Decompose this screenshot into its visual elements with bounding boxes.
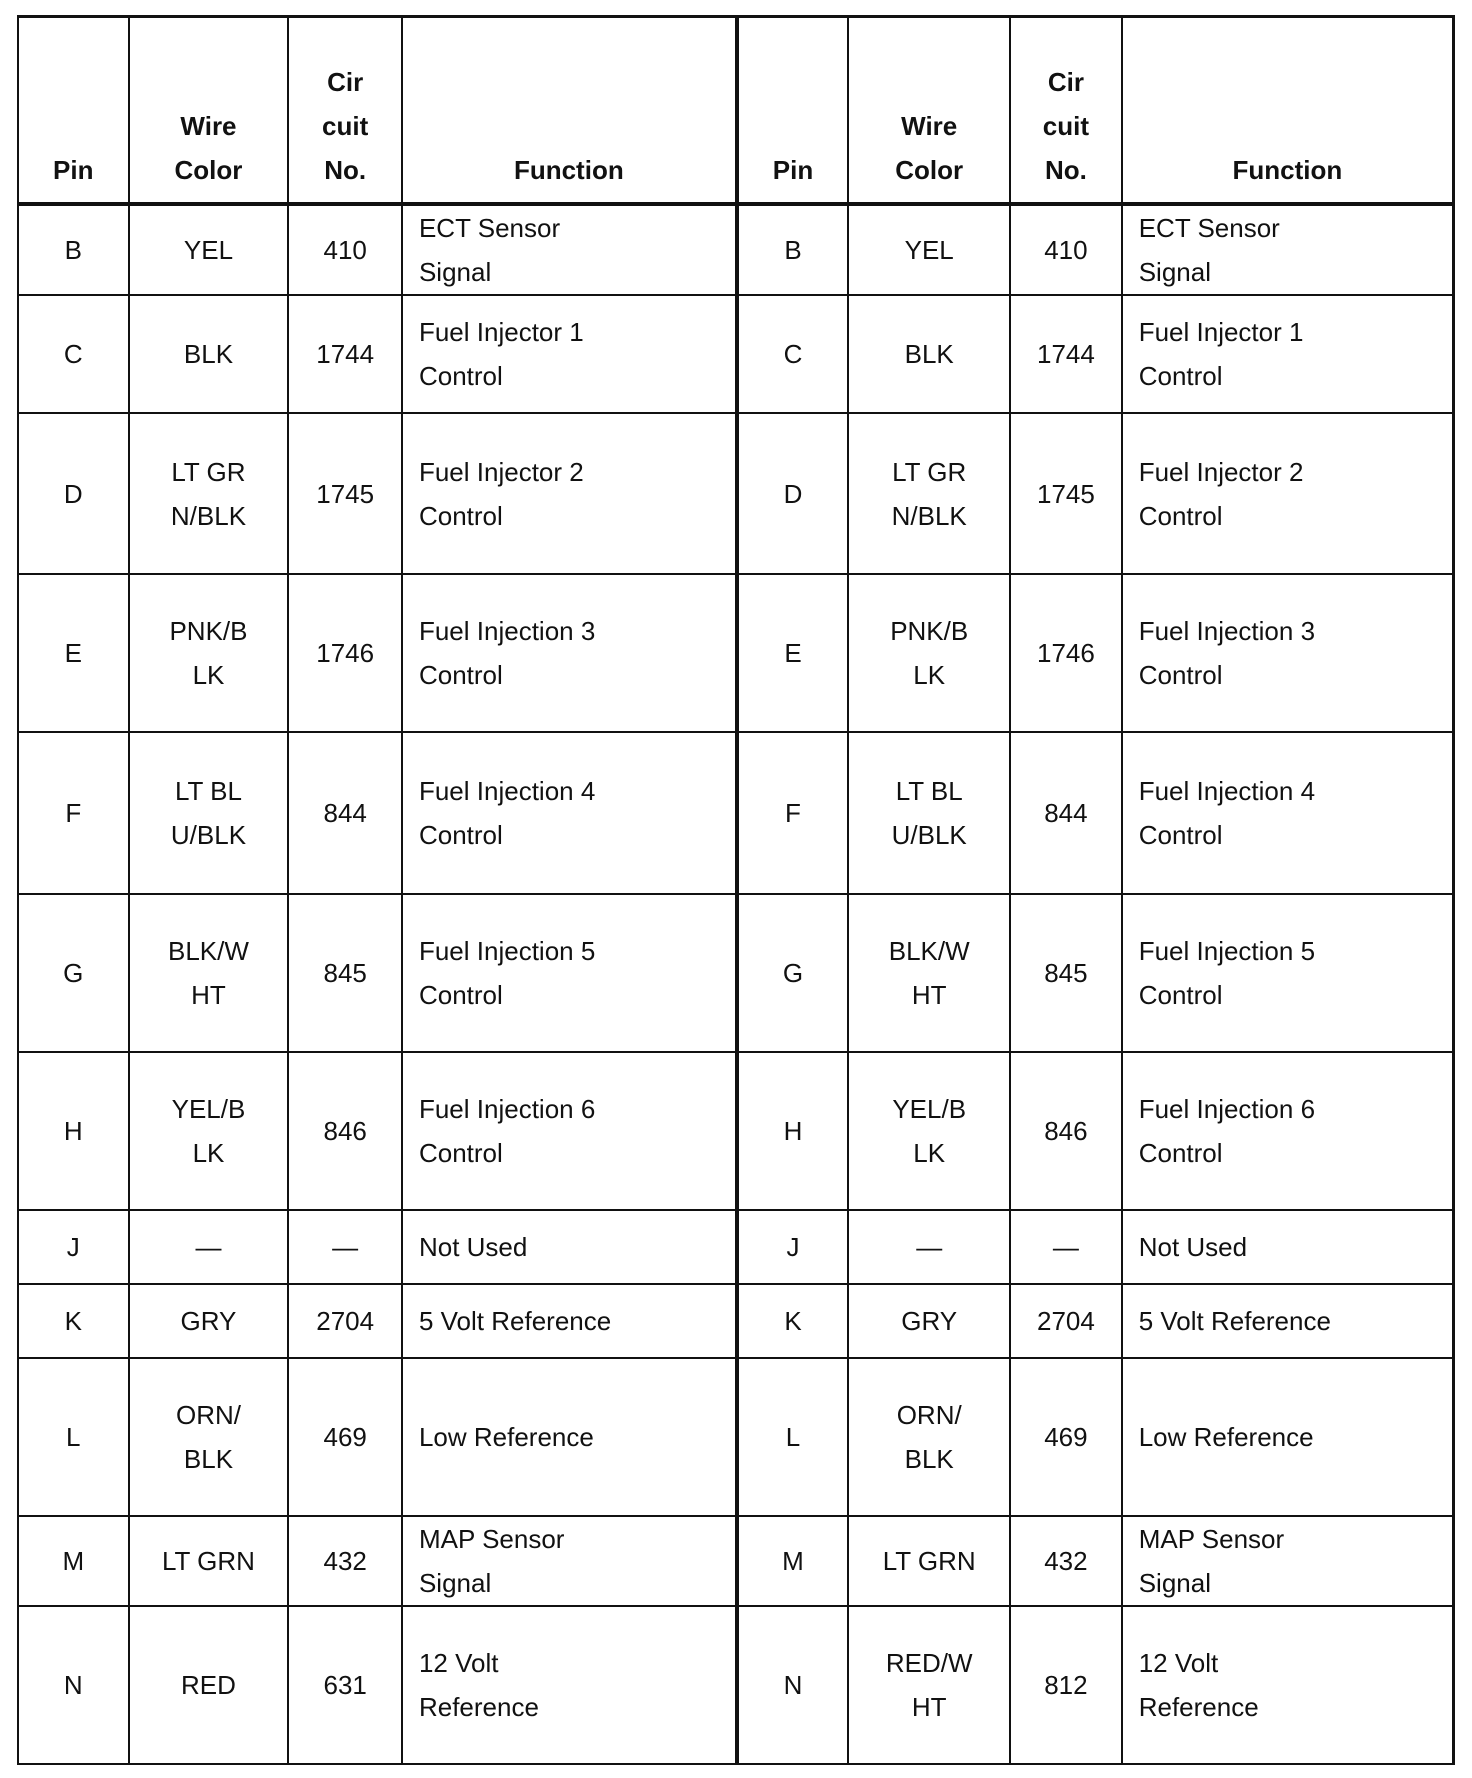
wire-color-cell-text: PNK/BLK	[890, 616, 969, 690]
function-cell-right	[1122, 1606, 1454, 1764]
function-cell-right	[1122, 413, 1454, 574]
circuit-no-cell-left	[288, 1284, 402, 1358]
header-wire-color-right: Wire Color	[848, 17, 1010, 205]
circuit-no-cell-right	[1010, 732, 1122, 894]
pin-cell-text: B	[64, 235, 82, 265]
pin-cell-text: D	[63, 478, 83, 509]
wire-color-cell-text: RED	[181, 1670, 236, 1700]
circuit-no-cell-left	[288, 1516, 402, 1606]
pin-cell-text: F	[65, 798, 82, 828]
function-cell-text: MAP Sensor Signal	[418, 1524, 565, 1598]
pin-cell-text: E	[64, 638, 82, 668]
function-cell-text: Low Reference	[1138, 1422, 1314, 1452]
table-row	[18, 1606, 1454, 1764]
function-cell-text: Not Used	[418, 1232, 528, 1262]
wire-color-cell-text: GRY	[901, 1306, 958, 1336]
pin-cell-text: M	[62, 1546, 85, 1576]
wire-color-cell-left	[129, 1606, 289, 1764]
table-row	[18, 295, 1454, 413]
wire-color-cell-right	[848, 732, 1010, 894]
pin-cell-left	[18, 1052, 129, 1210]
wire-color-cell-left	[129, 1052, 289, 1210]
circuit-no-cell-right	[1010, 574, 1122, 732]
function-cell-text: 5 Volt Reference	[1138, 1306, 1331, 1336]
pin-cell-text: G	[63, 958, 84, 988]
function-cell-right	[1122, 295, 1454, 413]
function-cell-left	[402, 1516, 737, 1606]
wire-color-cell-text: LT BLU/BLK	[891, 776, 967, 850]
wire-color-cell-right	[848, 1210, 1010, 1284]
pin-cell-right	[737, 204, 849, 295]
circuit-no-cell-right	[1010, 1516, 1122, 1606]
connector-pinout-table	[17, 15, 1455, 1765]
function-cell-left	[402, 1052, 737, 1210]
wire-color-cell-text: GRY	[180, 1306, 237, 1336]
function-cell-right	[1122, 732, 1454, 894]
circuit-no-cell-left	[288, 1210, 402, 1284]
pin-cell-left	[18, 1358, 129, 1516]
function-cell-text: Fuel Injector 2 Control	[1138, 456, 1304, 531]
circuit-no-cell-left	[288, 732, 402, 894]
wire-color-cell-text: LT BLU/BLK	[170, 776, 247, 850]
function-cell-left	[402, 1358, 737, 1516]
wire-color-cell-left	[129, 1516, 289, 1606]
circuit-no-cell-text: 631	[323, 1670, 367, 1700]
header-pin-right: Pin	[737, 17, 849, 205]
circuit-no-cell-left	[288, 574, 402, 732]
table-row	[18, 574, 1454, 732]
pin-cell-right	[737, 1516, 849, 1606]
pin-cell-text: K	[784, 1306, 802, 1336]
function-cell-text: ECT Sensor Signal	[1138, 213, 1280, 287]
circuit-no-cell-right	[1010, 1606, 1122, 1764]
pin-cell-text: G	[782, 958, 804, 988]
wire-color-cell-left	[129, 204, 289, 295]
circuit-no-cell-text: 1746	[316, 638, 375, 668]
wire-color-cell-left	[129, 894, 289, 1052]
function-cell-left	[402, 1606, 737, 1764]
circuit-no-cell-text: 469	[1044, 1422, 1088, 1452]
pin-cell-text: J	[786, 1232, 800, 1262]
circuit-no-cell-right	[1010, 1052, 1122, 1210]
pin-cell-right	[737, 574, 849, 732]
wire-color-cell-right	[848, 1516, 1010, 1606]
wire-color-cell-left	[129, 732, 289, 894]
function-cell-right	[1122, 574, 1454, 732]
pin-cell-text: K	[64, 1306, 82, 1336]
circuit-no-cell-text: 1744	[1036, 339, 1095, 369]
pin-cell-left	[18, 1284, 129, 1358]
circuit-no-cell-right	[1010, 413, 1122, 574]
wire-color-cell-right	[848, 204, 1010, 295]
wire-color-cell-text: YEL	[183, 235, 234, 265]
circuit-no-cell-right	[1010, 1284, 1122, 1358]
wire-color-cell-left	[129, 1210, 289, 1284]
wire-color-cell-text: —	[916, 1232, 943, 1262]
function-cell-left	[402, 894, 737, 1052]
circuit-no-cell-left	[288, 413, 402, 574]
table-row	[18, 413, 1454, 574]
wire-color-cell-text: YEL/BLK	[892, 1094, 967, 1168]
table-row	[18, 1284, 1454, 1358]
function-cell-text: Not Used	[1138, 1232, 1248, 1262]
table-row	[18, 894, 1454, 1052]
circuit-no-cell-text: 2704	[316, 1306, 375, 1336]
table-header-row	[18, 17, 1454, 205]
circuit-no-cell-left	[288, 1358, 402, 1516]
wire-color-cell-right	[848, 413, 1010, 574]
circuit-no-cell-left	[288, 1052, 402, 1210]
circuit-no-cell-text: 1744	[316, 339, 375, 369]
wire-color-cell-text: BLK	[904, 339, 954, 369]
function-cell-left	[402, 204, 737, 295]
circuit-no-cell-text: 845	[1044, 958, 1088, 988]
function-cell-right	[1122, 1284, 1454, 1358]
function-cell-text: Fuel Injection 5 Control	[1138, 936, 1316, 1010]
wire-color-cell-text: YEL/BLK	[171, 1094, 246, 1168]
wire-color-cell-right	[848, 894, 1010, 1052]
circuit-no-cell-right	[1010, 1358, 1122, 1516]
wire-color-cell-text: BLK/WHT	[168, 936, 249, 1010]
circuit-no-cell-text: 1745	[316, 478, 375, 509]
wire-color-cell-text: PNK/BLK	[169, 616, 248, 690]
function-cell-text: Fuel Injection 3 Control	[418, 616, 596, 690]
pin-cell-left	[18, 1210, 129, 1284]
pin-cell-right	[737, 1284, 849, 1358]
pin-cell-right	[737, 1606, 849, 1764]
function-cell-text: Low Reference	[418, 1422, 594, 1452]
wire-color-cell-text: LT GRN	[882, 1546, 976, 1576]
wire-color-cell-right	[848, 1052, 1010, 1210]
function-cell-text: Fuel Injection 6 Control	[1138, 1094, 1316, 1168]
circuit-no-cell-text: —	[332, 1232, 359, 1262]
pin-cell-right	[737, 1210, 849, 1284]
header-pin-left: Pin	[18, 17, 129, 205]
circuit-no-cell-right	[1010, 894, 1122, 1052]
wire-color-cell-text: BLK/WHT	[888, 936, 970, 1010]
pin-cell-text: H	[63, 1116, 83, 1146]
pin-cell-text: F	[785, 798, 801, 828]
pin-cell-text: L	[785, 1422, 801, 1452]
circuit-no-cell-right	[1010, 295, 1122, 413]
circuit-no-cell-right	[1010, 1210, 1122, 1284]
pin-cell-left	[18, 732, 129, 894]
function-cell-text: 5 Volt Reference	[418, 1306, 612, 1336]
circuit-no-cell-text: 1746	[1036, 638, 1095, 668]
circuit-no-cell-left	[288, 295, 402, 413]
pin-cell-right	[737, 295, 849, 413]
wire-color-cell-right	[848, 295, 1010, 413]
circuit-no-cell-text: 845	[323, 958, 367, 988]
circuit-no-cell-text: 812	[1044, 1670, 1088, 1700]
circuit-no-cell-text: 844	[323, 798, 367, 828]
pin-cell-text: J	[66, 1232, 80, 1262]
function-cell-right	[1122, 1516, 1454, 1606]
table-row	[18, 1358, 1454, 1516]
header-circuit-no-left: Cir cuit No.	[288, 17, 402, 205]
function-cell-text: MAP Sensor Signal	[1138, 1524, 1285, 1598]
table-row	[18, 204, 1454, 295]
circuit-no-cell-text: —	[1052, 1232, 1079, 1262]
function-cell-text: Fuel Injector 1 Control	[1138, 317, 1304, 391]
function-cell-left	[402, 732, 737, 894]
function-cell-right	[1122, 204, 1454, 295]
circuit-no-cell-left	[288, 1606, 402, 1764]
function-cell-text: 12 Volt Reference	[418, 1648, 539, 1722]
wire-color-cell-left	[129, 574, 289, 732]
wire-color-cell-text: —	[195, 1232, 222, 1262]
wire-color-cell-left	[129, 1358, 289, 1516]
function-cell-left	[402, 295, 737, 413]
function-cell-text: Fuel Injection 5 Control	[418, 936, 596, 1010]
wire-color-cell-text: RED/WHT	[885, 1648, 973, 1722]
wire-color-cell-text: ORN/BLK	[896, 1400, 962, 1474]
pin-cell-text: M	[782, 1546, 804, 1576]
wire-color-cell-left	[129, 295, 289, 413]
pin-cell-left	[18, 894, 129, 1052]
header-function-left: Function	[402, 17, 737, 205]
function-cell-right	[1122, 1358, 1454, 1516]
function-cell-text: 12 Volt Reference	[1138, 1648, 1259, 1722]
circuit-no-cell-text: 410	[323, 235, 367, 265]
pin-cell-right	[737, 732, 849, 894]
pin-cell-left	[18, 574, 129, 732]
function-cell-left	[402, 1210, 737, 1284]
function-cell-text: Fuel Injection 4 Control	[1138, 776, 1316, 850]
pin-cell-text: D	[783, 478, 803, 509]
table-row	[18, 1516, 1454, 1606]
function-cell-text: Fuel Injection 4 Control	[418, 776, 596, 850]
pin-cell-text: N	[783, 1670, 803, 1700]
wire-color-cell-text: LT GRN/BLK	[170, 456, 247, 531]
pin-cell-text: B	[784, 235, 802, 265]
pin-cell-text: H	[783, 1116, 803, 1146]
function-cell-right	[1122, 894, 1454, 1052]
wire-color-cell-right	[848, 574, 1010, 732]
circuit-no-cell-left	[288, 894, 402, 1052]
wire-color-cell-left	[129, 413, 289, 574]
circuit-no-cell-text: 469	[323, 1422, 367, 1452]
table-row	[18, 732, 1454, 894]
circuit-no-cell-right	[1010, 204, 1122, 295]
function-cell-text: Fuel Injection 6 Control	[418, 1094, 596, 1168]
pin-cell-text: E	[784, 638, 802, 668]
wire-color-cell-text: LT GRN/BLK	[891, 456, 967, 531]
pin-cell-right	[737, 1052, 849, 1210]
circuit-no-cell-text: 846	[323, 1116, 367, 1146]
function-cell-text: Fuel Injector 2 Control	[418, 456, 584, 531]
header-circuit-no-right: Cir cuit No.	[1010, 17, 1122, 205]
circuit-no-cell-left	[288, 204, 402, 295]
function-cell-text: ECT Sensor Signal	[418, 213, 561, 287]
pin-cell-right	[737, 413, 849, 574]
pin-cell-right	[737, 894, 849, 1052]
function-cell-text: Fuel Injector 1 Control	[418, 317, 584, 391]
pin-cell-left	[18, 295, 129, 413]
function-cell-left	[402, 413, 737, 574]
wire-color-cell-right	[848, 1606, 1010, 1764]
pin-cell-left	[18, 413, 129, 574]
wire-color-cell-text: LT GRN	[162, 1546, 255, 1576]
circuit-no-cell-text: 846	[1044, 1116, 1088, 1146]
pin-cell-left	[18, 1606, 129, 1764]
circuit-no-cell-text: 1745	[1036, 478, 1095, 509]
function-cell-right	[1122, 1052, 1454, 1210]
wire-color-cell-text: BLK	[183, 339, 234, 369]
pin-cell-right	[737, 1358, 849, 1516]
pin-cell-text: L	[66, 1422, 81, 1452]
function-cell-left	[402, 574, 737, 732]
wire-color-cell-right	[848, 1284, 1010, 1358]
function-cell-right	[1122, 1210, 1454, 1284]
circuit-no-cell-text: 2704	[1036, 1306, 1095, 1336]
circuit-no-cell-text: 432	[323, 1546, 367, 1576]
wire-color-cell-text: YEL	[904, 235, 954, 265]
circuit-no-cell-text: 410	[1044, 235, 1088, 265]
pin-cell-text: C	[63, 339, 83, 369]
wire-color-cell-text: ORN/BLK	[175, 1400, 241, 1474]
function-cell-left	[402, 1284, 737, 1358]
wire-color-cell-right	[848, 1358, 1010, 1516]
circuit-no-cell-text: 432	[1044, 1546, 1088, 1576]
wire-color-cell-left	[129, 1284, 289, 1358]
pin-cell-text: C	[783, 339, 803, 369]
header-wire-color-left: Wire Color	[129, 17, 289, 205]
header-function-right: Function	[1122, 17, 1454, 205]
pin-cell-left	[18, 204, 129, 295]
table-row	[18, 1052, 1454, 1210]
pin-cell-left	[18, 1516, 129, 1606]
pin-cell-text: N	[63, 1670, 83, 1700]
table-row	[18, 1210, 1454, 1284]
circuit-no-cell-text: 844	[1044, 798, 1088, 828]
function-cell-text: Fuel Injection 3 Control	[1138, 616, 1316, 690]
